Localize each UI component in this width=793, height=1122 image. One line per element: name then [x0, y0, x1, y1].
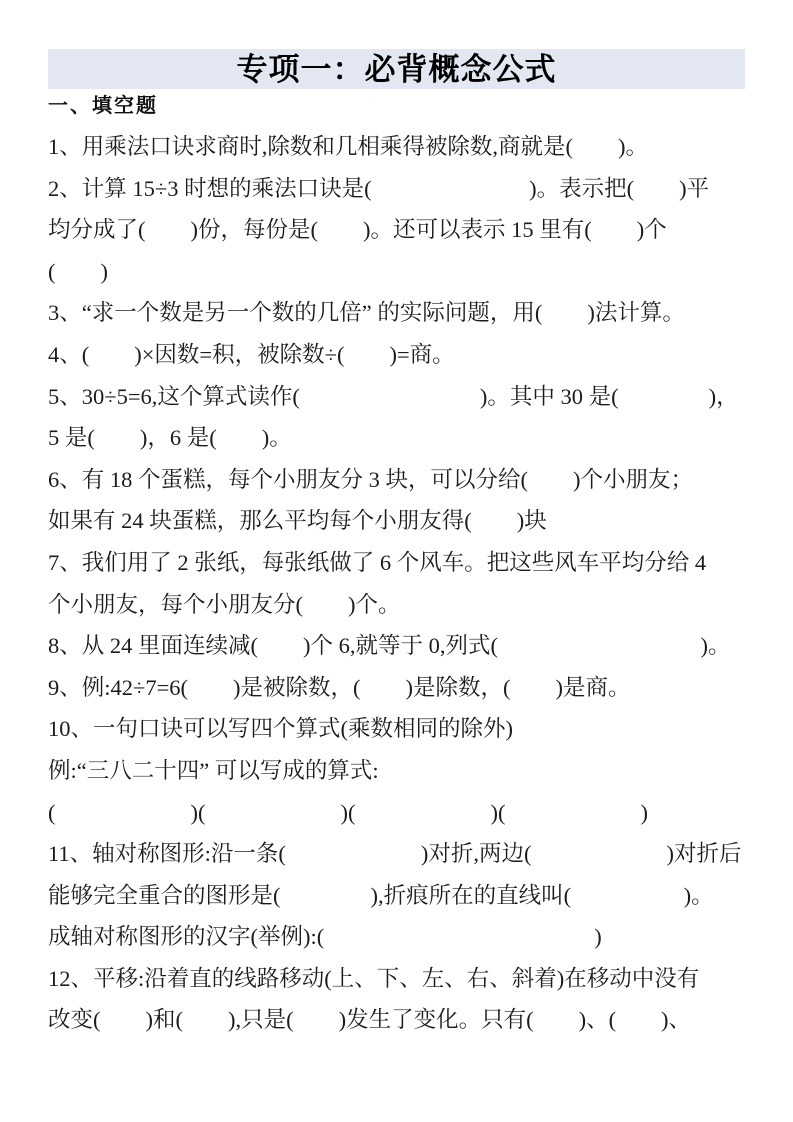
question-6-line-2: 如果有 24 块蛋糕，那么平均每个小朋友得( )块 — [48, 508, 547, 534]
question-8: 8、从 24 里面连续减( )个 6,就等于 0,列式( )。 — [48, 633, 731, 659]
question-12-line-2: 改变( )和( ),只是( )发生了变化。只有( )、( )、 — [48, 1007, 692, 1033]
question-6-line-1: 6、有 18 个蛋糕，每个小朋友分 3 块，可以分给( )个小朋友； — [48, 466, 693, 492]
question-7-line-1: 7、我们用了 2 张纸，每张纸做了 6 个风车。把这些风车平均分给 4 — [48, 549, 707, 575]
page-title: 专项一：必背概念公式 — [236, 51, 557, 87]
question-10-line-1: 10、一句口诀可以写四个算式(乘数相同的除外) — [48, 716, 513, 742]
question-11-line-1: 11、轴对称图形:沿一条( )对折,两边( )对折后 — [48, 841, 742, 867]
question-3: 3、“求一个数是另一个数的几倍” 的实际问题，用( )法计算。 — [48, 300, 685, 326]
question-1: 1、用乘法口诀求商时,除数和几相乘得被除数,商就是( )。 — [48, 134, 648, 159]
question-10-blanks: ( )( )( )( ) — [48, 799, 648, 825]
question-5-line-2: 5 是( )，6 是( )。 — [48, 425, 292, 451]
question-5-line-1: 5、30÷5=6,这个算式读作( )。其中 30 是( )， — [48, 383, 739, 409]
question-4: 4、( )×因数=积，被除数÷( )=商。 — [48, 341, 455, 367]
question-9: 9、例:42÷7=6( )是被除数，( )是除数，( )是商。 — [48, 674, 631, 700]
question-12-line-1: 12、平移:沿着直的线路移动(上、下、左、右、斜着)在移动中没有 — [48, 965, 700, 991]
section-heading: 一、填空题 — [48, 95, 158, 117]
question-2-line-1: 2、计算 15÷3 时想的乘法口诀是( )。表示把( )平 — [48, 175, 710, 201]
question-10-line-2: 例:“三八二十四” 可以写成的算式: — [48, 757, 379, 783]
question-2-line-2: 均分成了( )份，每份是( )。还可以表示 15 里有( )个 — [48, 217, 667, 243]
question-11-line-3: 成轴对称图形的汉字(举例):( ) — [48, 924, 602, 950]
question-11-line-2: 能够完全重合的图形是( ),折痕所在的直线叫( )。 — [48, 882, 714, 908]
question-2-line-3: ( ) — [48, 258, 108, 284]
title-banner — [48, 49, 745, 89]
questions-area — [48, 126, 760, 1041]
question-7-line-2: 个小朋友，每个小朋友分( )个。 — [48, 591, 401, 617]
